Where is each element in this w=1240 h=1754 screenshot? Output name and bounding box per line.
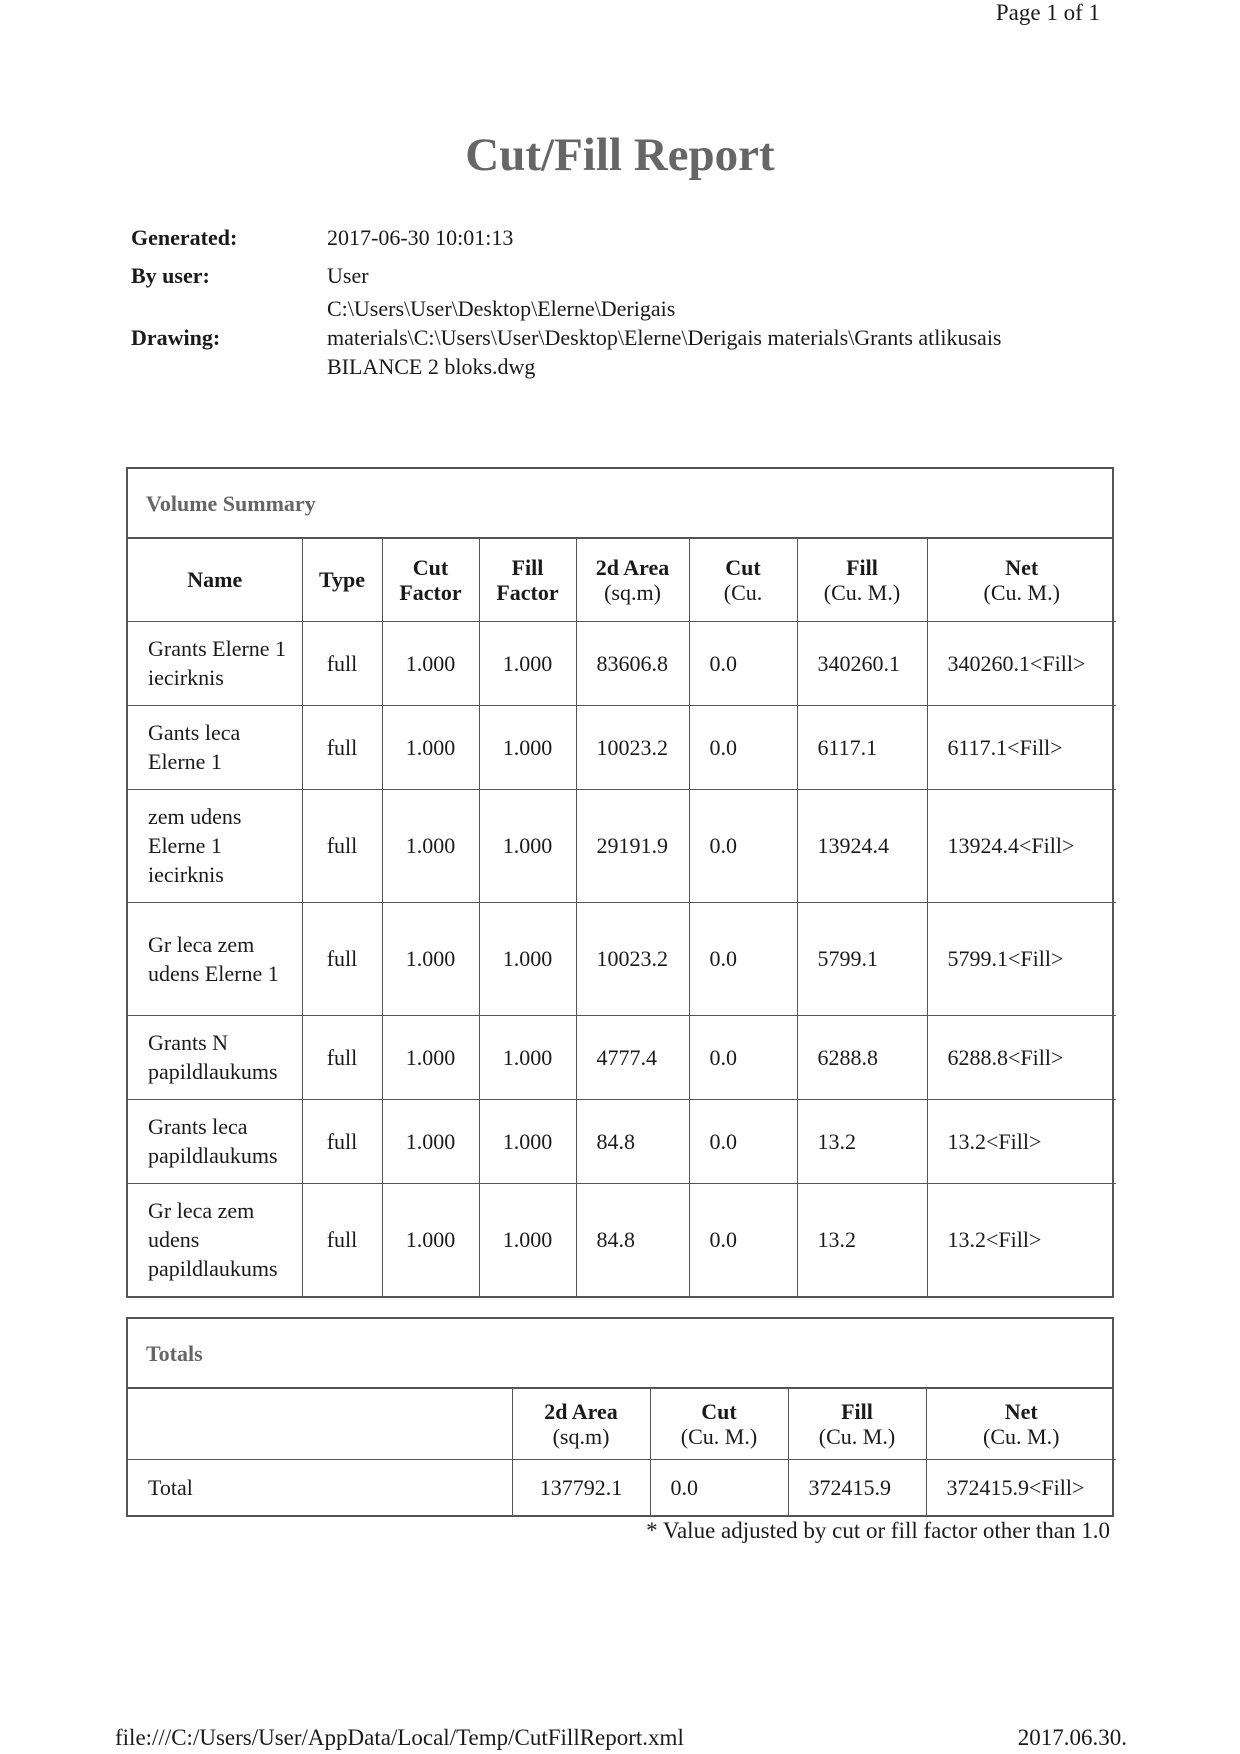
- row-name: Gants leca Elerne 1: [128, 705, 302, 789]
- drawing-label: Drawing:: [131, 325, 221, 350]
- row-type: full: [302, 1183, 382, 1296]
- volume-summary-section: [126, 467, 1114, 1298]
- drawing-line-2: materials\C:\Users\User\Desktop\Elerne\Derigais materials\Grants atlikusais: [327, 325, 1002, 350]
- user-label: By user:: [131, 262, 210, 288]
- totals-col-cut: Cut (Cu. M.): [650, 1389, 788, 1459]
- row-name: Grants Elerne 1 iecirknis: [128, 621, 302, 705]
- totals-cut: 0.0: [650, 1459, 788, 1515]
- totals-net: 372415.9<Fill>: [926, 1459, 1116, 1515]
- row-area: 83606.8: [576, 621, 689, 705]
- row-area: 29191.9: [576, 789, 689, 902]
- row-cut-factor: 1.000: [382, 621, 479, 705]
- totals-heading: Totals: [128, 1319, 1112, 1389]
- row-net: 13.2<Fill>: [927, 1183, 1116, 1296]
- table-row: [128, 1099, 1116, 1183]
- row-area: 10023.2: [576, 705, 689, 789]
- row-type: full: [302, 1099, 382, 1183]
- row-fill: 13.2: [797, 1099, 927, 1183]
- row-cut-factor: 1.000: [382, 1099, 479, 1183]
- row-area: 4777.4: [576, 1015, 689, 1099]
- row-net: 6288.8<Fill>: [927, 1015, 1116, 1099]
- row-fill-factor: 1.000: [479, 789, 576, 902]
- row-cut-factor: 1.000: [382, 789, 479, 902]
- table-row: [128, 902, 1116, 1015]
- row-fill: 340260.1: [797, 621, 927, 705]
- drawing-line-1: C:\Users\User\Desktop\Elerne\Derigais: [327, 296, 676, 321]
- totals-row: [128, 1459, 1116, 1515]
- generated-value: 2017-06-30 10:01:13: [327, 224, 514, 250]
- row-cut: 0.0: [689, 621, 797, 705]
- row-net: 6117.1<Fill>: [927, 705, 1116, 789]
- page-number: Page 1 of 1: [995, 0, 1100, 25]
- row-fill-factor: 1.000: [479, 1099, 576, 1183]
- row-cut: 0.0: [689, 902, 797, 1015]
- totals-col-net: Net (Cu. M.): [926, 1389, 1116, 1459]
- row-cut: 0.0: [689, 789, 797, 902]
- row-fill: 6288.8: [797, 1015, 927, 1099]
- footer-date: 2017.06.30.: [1017, 1725, 1127, 1750]
- table-row: [128, 621, 1116, 705]
- row-fill-factor: 1.000: [479, 1183, 576, 1296]
- row-name: zem udens Elerne 1 iecirknis: [128, 789, 302, 902]
- totals-col-fill: Fill (Cu. M.): [788, 1389, 926, 1459]
- row-type: full: [302, 621, 382, 705]
- row-name: Gr leca zem udens papildlaukums: [128, 1183, 302, 1296]
- totals-col-area: 2d Area (sq.m): [512, 1389, 650, 1459]
- generated-label: Generated:: [131, 224, 238, 250]
- row-cut-factor: 1.000: [382, 902, 479, 1015]
- volume-header-row: [128, 539, 1116, 621]
- col-type: Type: [302, 539, 382, 621]
- row-cut: 0.0: [689, 1099, 797, 1183]
- totals-header-row: [128, 1389, 1116, 1459]
- row-cut: 0.0: [689, 705, 797, 789]
- totals-area: 137792.1: [512, 1459, 650, 1515]
- row-net: 5799.1<Fill>: [927, 902, 1116, 1015]
- volume-summary-heading: Volume Summary: [128, 469, 1112, 539]
- totals-section: [126, 1317, 1114, 1517]
- row-cut-factor: 1.000: [382, 705, 479, 789]
- row-cut-factor: 1.000: [382, 1015, 479, 1099]
- totals-label: Total: [128, 1459, 512, 1515]
- row-type: full: [302, 902, 382, 1015]
- row-fill-factor: 1.000: [479, 902, 576, 1015]
- footer-file-path: file:///C:/Users/User/AppData/Local/Temp/CutFillReport.xml: [115, 1725, 684, 1750]
- table-row: [128, 1183, 1116, 1296]
- row-fill-factor: 1.000: [479, 621, 576, 705]
- row-type: full: [302, 789, 382, 902]
- footnote: * Value adjusted by cut or fill factor other than 1.0: [646, 1518, 1110, 1543]
- row-net: 340260.1<Fill>: [927, 621, 1116, 705]
- col-cut: Cut (Cu.: [689, 539, 797, 621]
- row-cut: 0.0: [689, 1015, 797, 1099]
- col-fill-factor: Fill Factor: [479, 539, 576, 621]
- row-area: 84.8: [576, 1183, 689, 1296]
- col-name: Name: [128, 539, 302, 621]
- table-row: [128, 789, 1116, 902]
- table-row: [128, 1015, 1116, 1099]
- row-fill-factor: 1.000: [479, 1015, 576, 1099]
- drawing-line-3: BILANCE 2 bloks.dwg: [327, 354, 536, 379]
- row-area: 10023.2: [576, 902, 689, 1015]
- row-name: Grants leca papildlaukums: [128, 1099, 302, 1183]
- row-type: full: [302, 1015, 382, 1099]
- col-area: 2d Area (sq.m): [576, 539, 689, 621]
- row-cut-factor: 1.000: [382, 1183, 479, 1296]
- row-type: full: [302, 705, 382, 789]
- volume-summary-table: [128, 539, 1116, 1296]
- row-fill: 13924.4: [797, 789, 927, 902]
- row-area: 84.8: [576, 1099, 689, 1183]
- row-name: Grants N papildlaukums: [128, 1015, 302, 1099]
- row-fill: 6117.1: [797, 705, 927, 789]
- drawing-value: [327, 294, 1127, 381]
- report-title: Cut/Fill Report: [465, 129, 775, 181]
- table-row: [128, 705, 1116, 789]
- col-net: Net (Cu. M.): [927, 539, 1116, 621]
- row-fill-factor: 1.000: [479, 705, 576, 789]
- col-fill: Fill (Cu. M.): [797, 539, 927, 621]
- user-value: User: [327, 262, 369, 288]
- row-name: Gr leca zem udens Elerne 1: [128, 902, 302, 1015]
- row-net: 13924.4<Fill>: [927, 789, 1116, 902]
- report-meta: [131, 218, 1127, 381]
- row-cut: 0.0: [689, 1183, 797, 1296]
- row-net: 13.2<Fill>: [927, 1099, 1116, 1183]
- row-fill: 13.2: [797, 1183, 927, 1296]
- totals-table: [128, 1389, 1116, 1515]
- totals-fill: 372415.9: [788, 1459, 926, 1515]
- col-cut-factor: Cut Factor: [382, 539, 479, 621]
- totals-col-blank: [128, 1389, 512, 1459]
- row-fill: 5799.1: [797, 902, 927, 1015]
